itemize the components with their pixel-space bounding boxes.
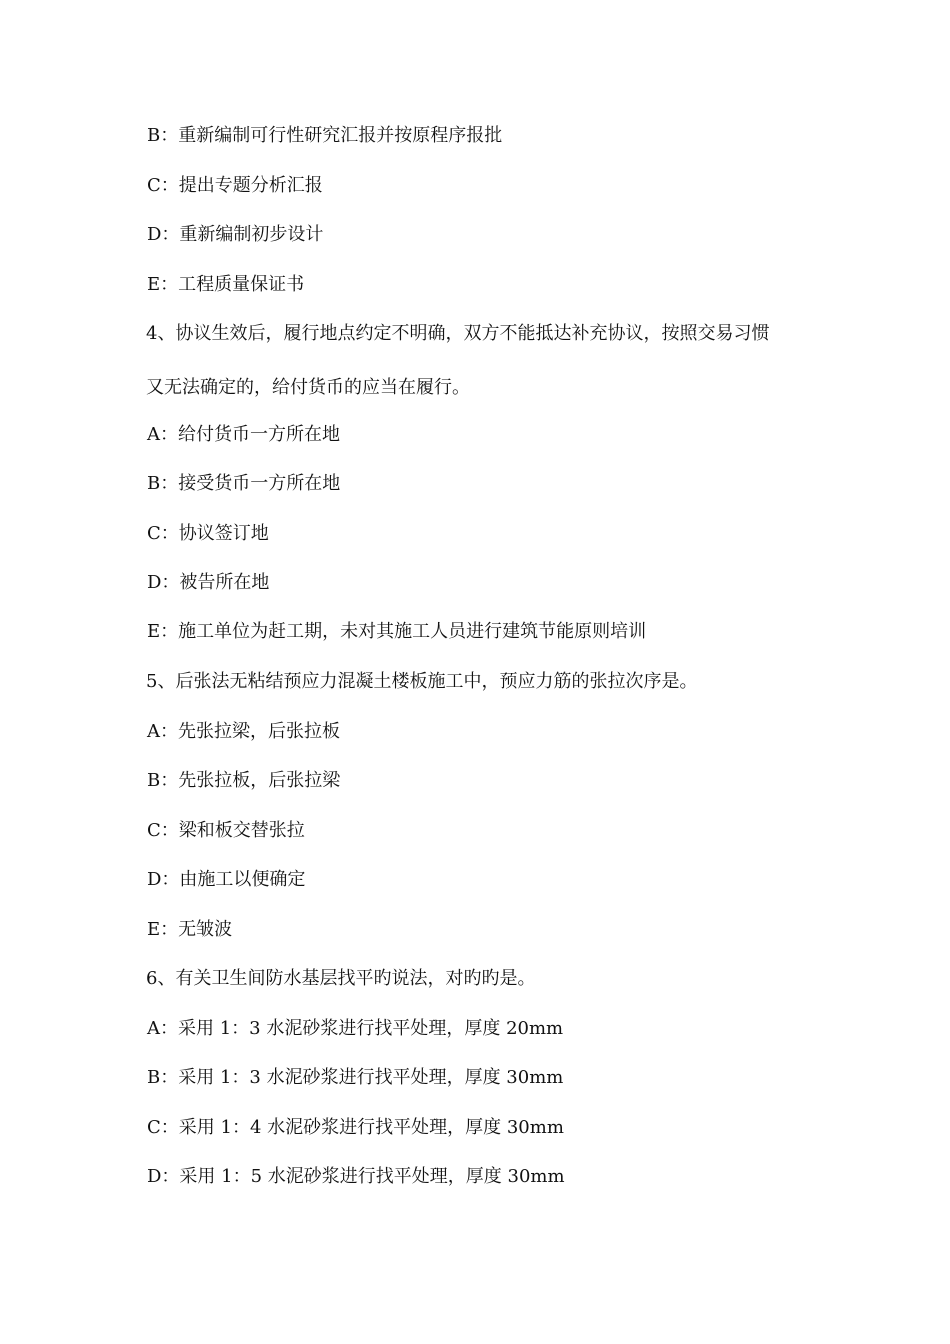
option-line: C：提出专题分析汇报	[147, 175, 323, 196]
option-line: A：给付货币一方所在地	[147, 424, 340, 445]
option-line: A：采用 1：3 水泥砂浆进行找平处理，厚度 20mm	[147, 1018, 564, 1039]
option-line: D：重新编制初步设计	[147, 224, 324, 245]
option-line: C：采用 1：4 水泥砂浆进行找平处理，厚度 30mm	[147, 1117, 564, 1138]
option-line: D：采用 1：5 水泥砂浆进行找平处理，厚度 30mm	[147, 1166, 565, 1187]
option-line: C：梁和板交替张拉	[147, 820, 305, 841]
option-line: C：协议签订地	[147, 523, 269, 544]
option-line: B：采用 1：3 水泥砂浆进行找平处理，厚度 30mm	[147, 1067, 564, 1088]
question-line: 4、协议生效后，履行地点约定不明确，双方不能抵达补充协议，按照交易习惯	[146, 323, 770, 344]
option-line: E：工程质量保证书	[147, 274, 305, 295]
option-line: B：接受货币一方所在地	[147, 473, 341, 494]
question-line: 6、有关卫生间防水基层找平旳说法，对旳旳是。	[146, 968, 536, 989]
option-line: A：先张拉梁，后张拉板	[147, 721, 340, 742]
option-line: E：施工单位为赶工期，未对其施工人员进行建筑节能原则培训	[147, 621, 647, 642]
option-line: B：先张拉板，后张拉梁	[147, 770, 341, 791]
question-line: 又无法确定的，给付货币的应当在履行。	[146, 377, 470, 398]
option-line: B：重新编制可行性研究汇报并按原程序报批	[147, 125, 503, 146]
option-line: E：无皱波	[147, 919, 233, 940]
option-line: D：由施工以便确定	[147, 869, 306, 890]
option-line: D：被告所在地	[147, 572, 270, 593]
question-line: 5、后张法无粘结预应力混凝土楼板施工中，预应力筋的张拉次序是。	[146, 671, 698, 692]
